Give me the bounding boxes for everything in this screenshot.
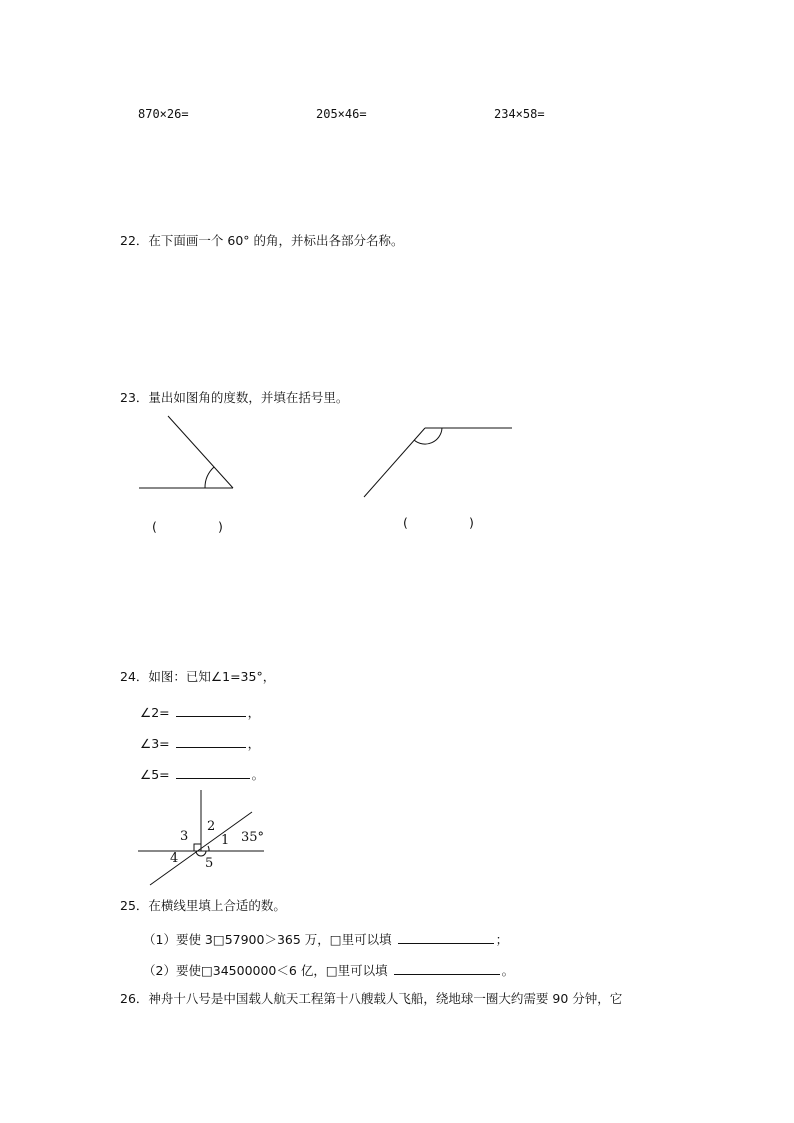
angle3-label: ∠3= <box>140 736 170 751</box>
question-25-part-1: （1）要使 3□57900＞365 万，□里可以填 ； <box>143 932 509 947</box>
answer-paren-open-2: ( <box>403 515 408 530</box>
question-23: 23．量出如图角的度数，并填在括号里。 <box>120 390 349 405</box>
angle2-answer-blank[interactable] <box>176 704 246 717</box>
figure-label-5: 5 <box>205 856 214 871</box>
angle5-label: ∠5= <box>140 767 170 782</box>
answer-paren-close-2: ) <box>469 515 474 530</box>
calc-item-3: 234×58= <box>494 107 545 121</box>
answer-paren-close-1: ) <box>218 519 223 534</box>
part2-answer-blank[interactable] <box>394 962 500 975</box>
calc-item-2: 205×46= <box>316 107 367 121</box>
calc-item-1: 870×26= <box>138 107 189 121</box>
figure-label-1: 1 <box>221 833 230 848</box>
question-24: 24．如图：已知∠1=35°， <box>120 669 276 684</box>
question-26: 26．神舟十八号是中国载人航天工程第十八艘载人飞船，绕地球一圈大约需要 90 分钟，它 <box>120 991 623 1006</box>
angle5-answer-blank[interactable] <box>176 766 250 779</box>
question-25-part-2: （2）要使□34500000＜6 亿，□里可以填 。 <box>143 963 515 978</box>
figure-label-3: 3 <box>180 829 189 844</box>
part1-answer-blank[interactable] <box>398 931 494 944</box>
answer-paren-open-1: ( <box>152 519 157 534</box>
angle2-label: ∠2= <box>140 705 170 720</box>
figure-label-35deg: 35° <box>241 830 265 845</box>
figure-label-4: 4 <box>170 851 179 866</box>
figure-label-2: 2 <box>207 819 216 834</box>
angle-figure-obtuse <box>364 428 512 497</box>
angle3-line: ∠3= ， <box>140 736 261 751</box>
question-22: 22．在下面画一个 60° 的角，并标出各部分名称。 <box>120 233 404 248</box>
question-25: 25．在横线里填上合适的数。 <box>120 898 286 913</box>
angle3-answer-blank[interactable] <box>176 735 246 748</box>
angle5-line: ∠5= 。 <box>140 767 265 782</box>
angle-figure-acute <box>139 416 233 488</box>
angle2-line: ∠2= ， <box>140 705 261 720</box>
